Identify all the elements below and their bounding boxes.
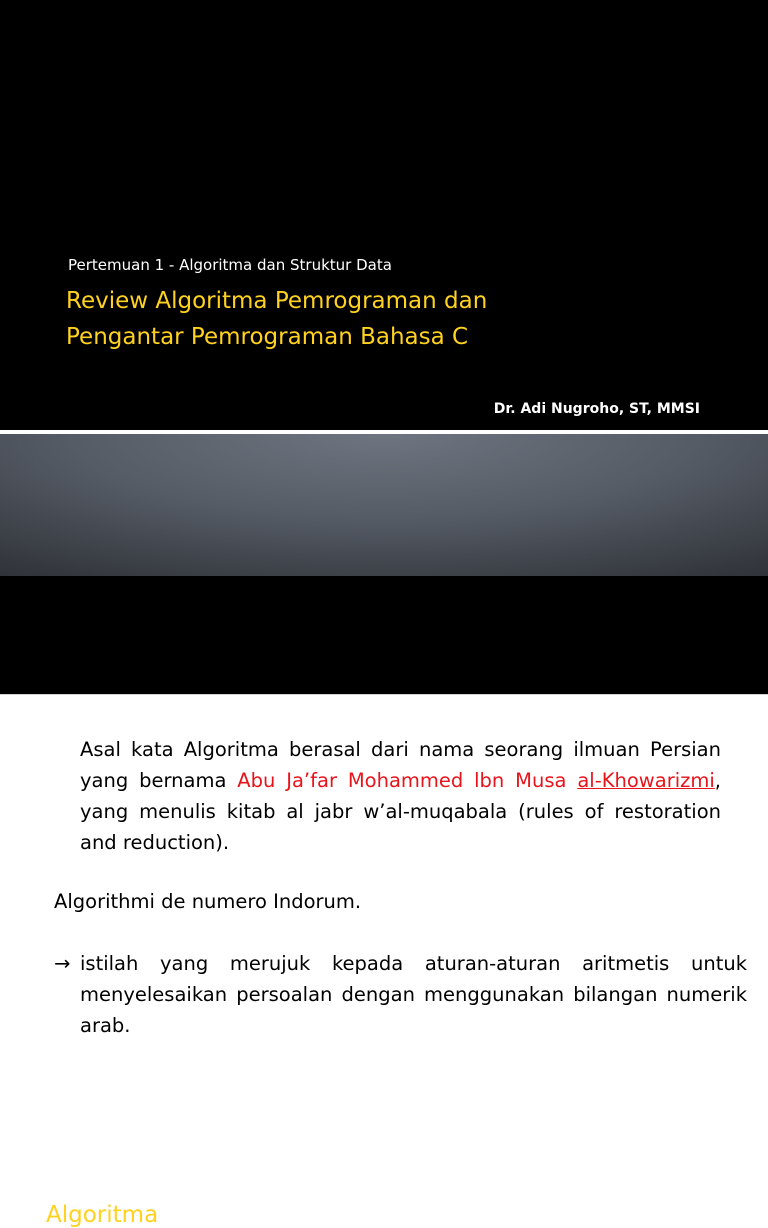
slide-author: Dr. Adi Nugroho, ST, MMSI	[493, 401, 700, 417]
gradient-band	[0, 434, 768, 576]
slide-title-line-1: Review Algoritma Pemrograman dan	[66, 288, 488, 314]
slide-title-line-2: Pengantar Pemrograman Bahasa C	[66, 324, 469, 350]
highlighted-name: Abu Ja’far Mohammed lbn Musa	[237, 769, 578, 792]
paragraph-origin-text-end: , yang menulis kitab al jabr w’al-muqabala (rules of restoration and reduction).	[80, 769, 721, 854]
paragraph-origin-text: Asal kata Algoritma berasal dari nama seorang ilmuan Persian yang bernama	[80, 738, 721, 792]
section-heading: Algoritma	[46, 1202, 159, 1228]
slide-content	[0, 702, 768, 1037]
paragraph-definition	[54, 948, 747, 1041]
al-khowarizmi-link[interactable]: al-Khowarizmi	[577, 769, 715, 792]
paragraph-definition-text: istilah yang merujuk kepada aturan-aturan aritmetis untuk menyelesaikan persoalan dengan menggunakan bilangan numerik arab.	[80, 952, 747, 1037]
paragraph-origin	[80, 734, 721, 858]
slide-subtitle: Pertemuan 1 - Algoritma dan Struktur Data	[68, 256, 392, 274]
arrow-bullet-icon: →	[54, 952, 71, 975]
slide-divider-2	[0, 694, 768, 702]
paragraph-latin: Algorithmi de numero Indorum.	[54, 890, 362, 913]
title-slide	[0, 0, 768, 430]
slide-title	[66, 283, 706, 355]
